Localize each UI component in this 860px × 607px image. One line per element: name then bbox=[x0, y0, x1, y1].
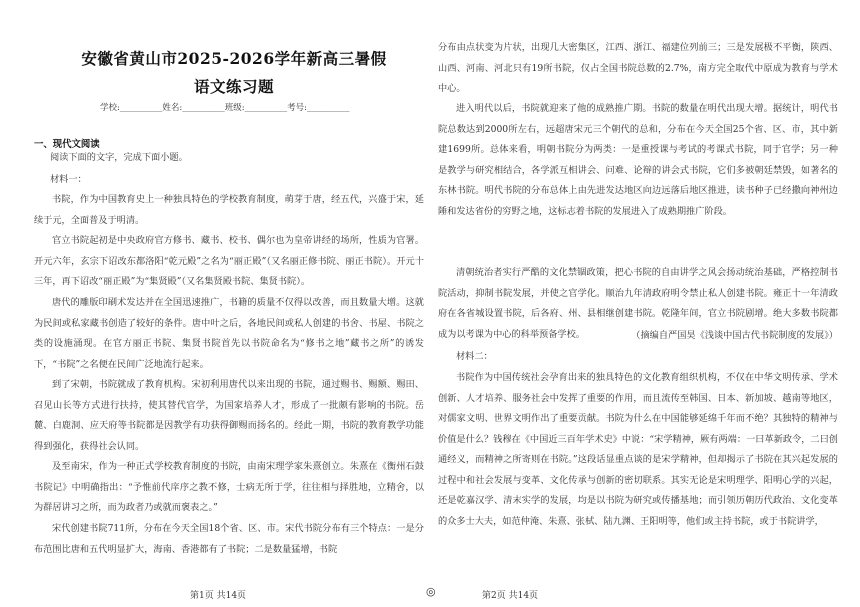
material1-label: 材料一： bbox=[50, 174, 87, 185]
right-paragraph: 清朝统治者实行严酷的文化禁锢政策，把心书院的自由讲学之风会扬动统治基础，严格控制书院活动，抑制书院发展，并使之官学化。顺治九年清政府明令禁止私人创建书院。雍正十一年清政府在各省城设置书院，后各府、州、县相继创建书院。乾隆年间，官立书院剧增。绝大多数书院都成为以考课为中心的科举预备学校。 bbox=[438, 267, 838, 340]
left-paragraph: 书院，作为中国教育史上一种独具特色的学校教育制度，萌芽于唐，经五代，兴盛于宋，延续于元，全面普及于明清。 bbox=[34, 194, 424, 226]
left-paragraph: 及至南宋，作为一种正式学校教育制度的书院，由南宋理学家朱熹创立。朱熹在《衡州石鼓书院记》中明确指出：“予惟前代庠序之教不修，士病无所于学，往往相与择胜地，立精舍，以为群居讲习之所，而为政者乃或就而褒表之。” bbox=[34, 461, 424, 513]
material2-label: 材料二： bbox=[456, 351, 493, 362]
left-paragraph: 官立书院起初是中央政府官方修书、藏书、校书、偶尔也为皇帝讲经的场所，性质为官署。开元六年，玄宗下诏改东都洛阳“乾元殿”之名为“丽正殿”（又名丽正修书院、丽正书院）。开元十三年，再下诏改“丽正殿”为“集贤殿”（又名集贤殿书院、集贤书院）。 bbox=[34, 235, 424, 287]
left-paragraph: 宋代创建书院711所，分布在今天全国18个省、区、市。宋代书院分布有三个特点：一是分布范围比唐和五代明显扩大，海南、香港都有了书院；二是数量猛增，书院 bbox=[34, 523, 424, 555]
right-paragraph: 进入明代以后，书院就迎来了他的成熟推广期。书院的数量在明代出现大增。据统计，明代书院总数达到2000所左右，远超唐宋元三个朝代的总和，分布在今天全国25个省、区、市，其中新建1699所。总体来看，明朝书院分为两类：一是重授课与考试的考课式书院，同于官学；另一种是教学与研究相结合，各学派互相讲会、问难、论辩的讲会式书院，它们多被朝廷禁毁，如著名的东林书院。明代书院的分布总体上由先进发达地区向边远落后地区推进，读书种子已经撒向神州边陲和发达省份的穷野之地，这标志着书院的发展进入了成熟期推广阶段。 bbox=[438, 103, 838, 217]
source-citation: （摘编自严国昊《浅谈中国古代书院制度的发展》） bbox=[631, 330, 838, 341]
left-paragraph: 到了宋朝，书院就成了教育机构。宋初利用唐代以来出现的书院，通过赐书、赐额、赐田、召见山长等方式进行扶持，使其替代官学，为国家培养人才，形成了一批颇有影响的书院。岳麓、白鹿洞、应天府等书院都是因教学有功获得御赐而扬名的。经此一期，书院的教育教学功能得到强化，获得社会认同。 bbox=[34, 379, 424, 452]
right-paragraph: 分布由点状变为片状，出现几大密集区，江西、浙江、福建位列前三；三是发展极不平衡，陕西、山西、河南、河北只有19所书院，仅占全国书院总数的2.7%，南方完全取代中原成为教育与学术中心。 bbox=[438, 42, 838, 94]
right-paragraph: 书院作为中国传统社会孕育出来的独具特色的文化教育组织机构，不仅在中华文明传承、学术创新、人才培养、服务社会中发挥了重要的作用，而且流传至韩国、日本、新加坡、越南等地区，对儒家文明、世界文明作出了重要贡献。书院为什么在中国能够延绵千年而不绝？其独特的精神与价值是什么？钱穆在《中国近三百年学术史》中说：“宋学精神，厥有两端：一曰革新政令，二曰创通经义，而精神之所寄则在书院。”这段话显重点谈的是宋学精神，但却揭示了书院在其兴起发展的过程中和社会发展与变革、文化传承与创新的密切联系。其实无论是宋明理学、阳明心学的兴起，还是乾嘉汉学、清末实学的发展，均是以书院为研究或传播基地；而引领历朝历代政治、文化变革的众多士大夫，如范仲淹、朱熹、张栻、陆九渊、王阳明等，他们或主持书院，或于书院讲学， bbox=[438, 372, 838, 527]
document-subtitle: 语文练习题 bbox=[193, 77, 274, 96]
page-center-symbol: ◎ bbox=[426, 585, 436, 598]
page-number-left: 第1页 共14页 bbox=[190, 591, 247, 601]
student-info-line: 学校:__________姓名:__________班级:__________考号:__________ bbox=[100, 103, 350, 113]
page-number-right: 第2页 共14页 bbox=[482, 591, 539, 601]
left-paragraph: 唐代的雕版印刷术发达并在全国迅速推广，书籍的质量不仅得以改善，而且数量大增。这就为民间或私家藏书创造了较好的条件。唐中叶之后，各地民间或私人创建的书舍、书屋、书院之类的设施涌现。在官方丽正书院、集贤书院首先以书院命名为“修书之地”藏书之所”的诱发下，“书院”之名便在民间广泛地流行起来。 bbox=[34, 297, 424, 370]
instruction-text: 阅读下面的文字，完成下面小题。 bbox=[50, 152, 188, 163]
section-heading: 一、现代文阅读 bbox=[34, 139, 100, 150]
document-title: 安徽省黄山市2025-2026学年新高三暑假 bbox=[81, 49, 387, 68]
